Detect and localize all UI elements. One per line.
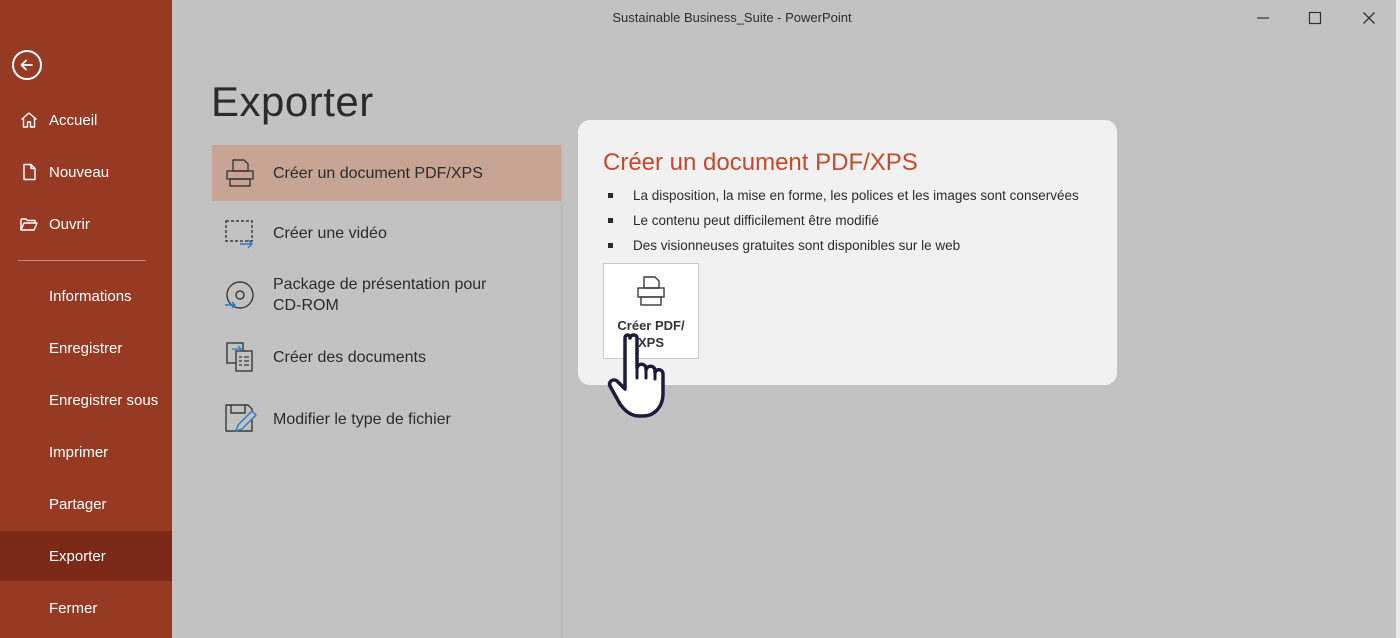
sidebar-item-label: Partager [49,495,107,513]
option-label-line1: Package de présentation pour [273,276,487,293]
option-label-line2: CD-ROM [273,297,339,314]
sidebar-item-label: Enregistrer [49,339,123,357]
sidebar-item-informations[interactable] [0,271,172,321]
sidebar-item-fermer[interactable] [0,583,172,633]
bullet-marker [608,218,613,223]
bullet-marker [608,193,613,198]
pdf-printer-icon [216,156,264,190]
page-title: Exporter [211,78,374,125]
option-label: Créer des documents [273,348,426,366]
sidebar-item-enregistrer[interactable] [0,323,172,373]
option-create-video[interactable] [212,210,561,256]
create-button-label-line2: XPS [637,335,664,350]
sidebar-divider [18,260,146,261]
minimize-icon [1256,11,1270,25]
option-label: Créer un document PDF/XPS [273,164,483,182]
sidebar-item-partager[interactable] [0,479,172,529]
sidebar-item-imprimer[interactable] [0,427,172,477]
back-button[interactable] [12,50,42,80]
sidebar-item-nouveau[interactable] [0,147,172,197]
bullet-marker [608,243,613,248]
hand-cursor-icon [606,330,680,424]
bullet-text: La disposition, la mise en forme, les polices et les images sont conservées [633,188,1079,203]
detail-title: Créer un document PDF/XPS [603,149,918,176]
window-edge [1396,0,1400,638]
maximize-icon [1308,11,1322,25]
option-create-handouts[interactable] [212,334,561,380]
handouts-icon [216,339,264,375]
video-icon [216,217,264,249]
sidebar-item-label: Nouveau [49,163,110,181]
cd-package-icon [216,277,264,313]
option-change-file-type[interactable] [212,396,561,442]
detail-bullets [608,183,1079,258]
sidebar-item-label: Exporter [49,547,106,565]
sidebar-item-enregistrer-sous[interactable] [0,375,172,425]
minimize-button[interactable] [1248,4,1278,32]
option-label: Modifier le type de fichier [273,410,451,428]
home-icon [18,109,40,131]
bullet-item [608,183,1079,208]
close-button[interactable] [1354,4,1384,32]
sidebar-item-accueil[interactable] [0,95,172,145]
bullet-item [608,233,1079,258]
back-arrow-icon [19,57,35,73]
change-file-type-icon [216,401,264,437]
bullet-item [608,208,1079,233]
new-document-icon [18,161,40,183]
backstage-sidebar [0,0,172,638]
window-title: Sustainable Business_Suite - PowerPoint [612,10,852,25]
bullet-text: Le contenu peut difficilement être modifié [633,213,879,228]
option-package-cd[interactable] [212,272,561,318]
create-button-label-line1: Créer PDF/ [617,318,685,333]
bullet-text: Des visionneuses gratuites sont disponibles sur le web [633,238,961,253]
sidebar-item-label: Enregistrer sous [49,391,159,409]
sidebar-item-label: Informations [49,287,132,305]
close-icon [1362,11,1376,25]
sidebar-item-label: Accueil [49,111,98,129]
option-label [273,274,486,316]
folder-open-icon [18,213,40,235]
option-label: Créer une vidéo [273,224,387,242]
column-separator [561,148,562,638]
maximize-button[interactable] [1300,4,1330,32]
sidebar-item-label: Imprimer [49,443,109,461]
sidebar-item-exporter[interactable] [0,531,172,581]
option-create-pdf-xps[interactable] [212,145,561,201]
pdf-printer-icon [634,274,668,313]
sidebar-item-label: Fermer [49,599,98,617]
sidebar-item-ouvrir[interactable] [0,199,172,249]
sidebar-item-label: Ouvrir [49,215,90,233]
